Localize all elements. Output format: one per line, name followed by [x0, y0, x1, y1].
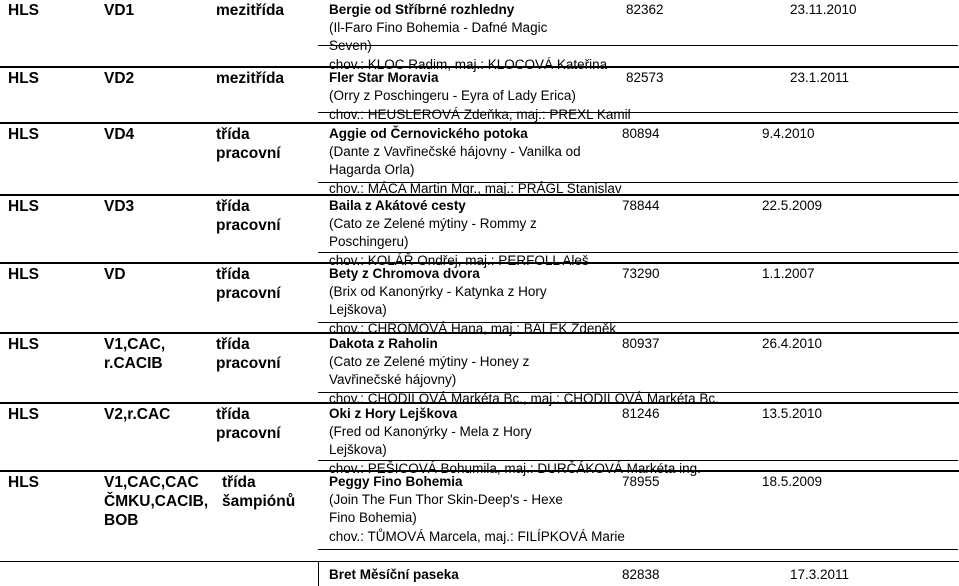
group-label: HLS — [8, 2, 39, 19]
class-label: VD3 — [104, 198, 135, 215]
pedigree-line: Lejškova) — [329, 442, 387, 457]
birth-date: 9.4.2010 — [762, 126, 815, 141]
category-label: třída — [216, 406, 250, 423]
group-label: HLS — [8, 126, 39, 143]
footer-birth-date: 17.3.2011 — [790, 567, 850, 582]
class-label: V1,CAC,CAC — [104, 474, 199, 491]
group-label: HLS — [8, 406, 39, 423]
owners-line: chov.: CHODILOVÁ Markéta Bc., maj.: CHODILOVÁ Markéta Bc. — [329, 391, 719, 406]
category-label: šampiónů — [222, 493, 296, 510]
reg-number: 80894 — [622, 126, 660, 141]
pedigree-line: Hagarda Orla) — [329, 162, 415, 177]
group-label: HLS — [8, 474, 39, 491]
birth-date: 23.1.2011 — [790, 70, 850, 85]
dog-name: Oki z Hory Lejškova — [329, 406, 458, 421]
category-label: třída — [216, 336, 250, 353]
pedigree-line: Fino Bohemia) — [329, 510, 417, 525]
owners-line: chov.: KOLÁŘ Ondřej, maj.: PERFOLL Aleš — [329, 253, 589, 268]
birth-date: 22.5.2009 — [762, 198, 823, 213]
owners-line: chov.: PEŠICOVÁ Bohumila, maj.: DURČÁKOVÁ Markéta ing. — [329, 461, 701, 476]
dog-name: Aggie od Černovického potoka — [329, 126, 528, 141]
class-label: VD2 — [104, 70, 135, 87]
reg-number: 81246 — [622, 406, 660, 421]
pedigree-line: (Fred od Kanonýrky - Mela z Hory — [329, 424, 532, 439]
category-label: pracovní — [216, 285, 281, 302]
class-label: r.CACIB — [104, 355, 163, 372]
birth-date: 13.5.2010 — [762, 406, 823, 421]
dog-name: Dakota z Raholin — [329, 336, 438, 351]
category-label: třída — [216, 198, 250, 215]
dog-name: Bety z Chromova dvora — [329, 266, 480, 281]
owners-line: chov.: MÁCA Martin Mgr., maj.: PRÁGL Stanislav — [329, 181, 622, 196]
owners-line: chov.: CHROMOVÁ Hana, maj.: BALEK Zdeněk — [329, 321, 617, 336]
birth-date: 26.4.2010 — [762, 336, 823, 351]
category-label: mezitřída — [216, 70, 285, 87]
dog-name: Bergie od Stříbrné rozhledny — [329, 2, 515, 17]
owner-underline — [318, 549, 958, 550]
category-label: třída — [222, 474, 256, 491]
class-label: V2,r.CAC — [104, 406, 171, 423]
category-label: pracovní — [216, 355, 281, 372]
class-label: V1,CAC, — [104, 336, 166, 353]
owner-underline — [318, 45, 958, 46]
footer-dog-name: Bret Měsíční paseka — [329, 567, 459, 582]
birth-date: 18.5.2009 — [762, 474, 823, 489]
pedigree-line: Seven) — [329, 38, 372, 53]
class-label: VD1 — [104, 2, 135, 19]
category-label: pracovní — [216, 217, 281, 234]
footer-left-border — [318, 561, 319, 586]
group-label: HLS — [8, 266, 39, 283]
owners-line: chov.: TŮMOVÁ Marcela, maj.: FILÍPKOVÁ Marie — [329, 529, 625, 544]
entry-separator — [0, 122, 959, 124]
group-label: HLS — [8, 70, 39, 87]
pedigree-line: (Cato ze Zelené mýtiny - Rommy z — [329, 216, 537, 231]
dog-name: Baila z Akátové cesty — [329, 198, 466, 213]
class-label: BOB — [104, 512, 139, 529]
category-label: třída — [216, 126, 250, 143]
pedigree-line: (Il-Faro Fino Bohemia - Dafné Magic — [329, 20, 548, 35]
category-label: mezitřída — [216, 2, 285, 19]
class-label: ČMKU,CACIB, — [104, 493, 209, 510]
pedigree-line: (Dante z Vavřinečské hájovny - Vanilka od — [329, 144, 581, 159]
owners-line: chov.: KLOC Radim, maj.: KLOCOVÁ Kateřina — [329, 57, 608, 72]
pedigree-line: (Orry z Poschingeru - Eyra of Lady Erica) — [329, 88, 576, 103]
owners-line: chov.: HEUSLEROVÁ Zdeňka, maj.: PREXL Kamil — [329, 107, 631, 122]
pedigree-line: Vavřinečské hájovny) — [329, 372, 457, 387]
reg-number: 73290 — [622, 266, 660, 281]
class-label: VD4 — [104, 126, 135, 143]
reg-number: 78844 — [622, 198, 660, 213]
footer-reg-number: 82838 — [622, 567, 660, 582]
category-label: pracovní — [216, 425, 281, 442]
pedigree-line: (Join The Fun Thor Skin-Deep's - Hexe — [329, 492, 563, 507]
reg-number: 82362 — [626, 2, 664, 17]
reg-number: 78955 — [622, 474, 660, 489]
pedigree-line: Poschingeru) — [329, 234, 409, 249]
category-label: třída — [216, 266, 250, 283]
pedigree-line: (Brix od Kanonýrky - Katynka z Hory — [329, 284, 547, 299]
dog-name: Fler Star Moravia — [329, 70, 439, 85]
class-label: VD — [104, 266, 126, 283]
footer-separator — [0, 561, 959, 562]
birth-date: 1.1.2007 — [762, 266, 815, 281]
birth-date: 23.11.2010 — [790, 2, 857, 17]
pedigree-line: Lejškova) — [329, 302, 387, 317]
reg-number: 82573 — [626, 70, 664, 85]
dog-name: Peggy Fino Bohemia — [329, 474, 463, 489]
reg-number: 80937 — [622, 336, 660, 351]
group-label: HLS — [8, 198, 39, 215]
category-label: pracovní — [216, 145, 281, 162]
pedigree-line: (Cato ze Zelené mýtiny - Honey z — [329, 354, 530, 369]
group-label: HLS — [8, 336, 39, 353]
